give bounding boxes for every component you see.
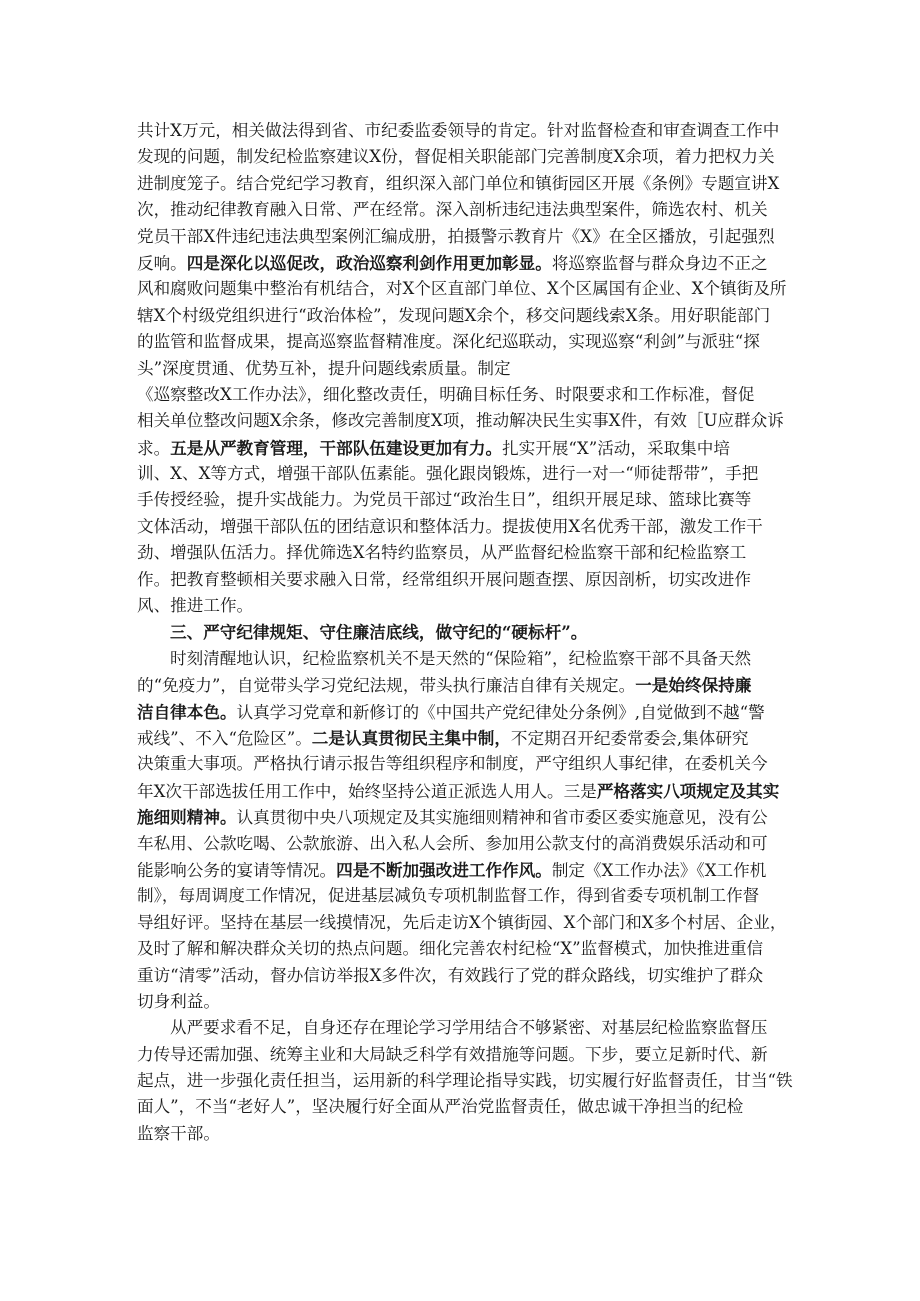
text-segment: 切身利益。 [137, 991, 220, 1011]
text-line [137, 224, 790, 250]
text-line [137, 1121, 790, 1147]
text-segment: 求。 [137, 438, 171, 458]
bold-text-segment: 严格落实八项规定及其实 [596, 780, 780, 801]
text-segment: 制定《X工作办法》《X工作机 [551, 860, 767, 880]
text-segment: 不定期召开纪委常委会,集体研究 [510, 728, 749, 748]
text-line [137, 699, 790, 725]
text-segment: 时刻清醒地认识，纪检监察机关不是天然的“保险箱”，纪检监察干部不具备天然 [170, 648, 752, 668]
text-line [137, 356, 790, 382]
text-line [137, 567, 790, 593]
text-line [137, 540, 790, 566]
text-line [137, 1015, 790, 1041]
text-segment: 制》，每周调度工作情况，促进基层减负专项机制监督工作，得到省委专项机制工作督 [137, 886, 760, 906]
bold-text-segment: 洁自律本色。 [137, 701, 237, 722]
text-line [137, 408, 790, 434]
text-segment: 的监管和监督成果，提高巡察监督精准度。深化纪巡联动，实现巡察“利剑”与派驻“探 [137, 332, 760, 352]
text-segment: 相关单位整改问题X余条，修改完善制度X项，推动解决民生实事X件，有效［U应群众诉 [137, 411, 784, 431]
text-segment: 共计X万元，相关做法得到省、市纪委监委领导的肯定。针对监督检查和审查调查工作中 [137, 121, 780, 140]
text-segment: 起点，进一步强化责任担当，运用新的科学理论指导实践，切实履行好监督责任，甘当“铁 [137, 1071, 793, 1091]
text-line [137, 725, 790, 751]
text-line [137, 883, 790, 909]
text-segment: 扎实开展“X”活动，采取集中培 [502, 438, 730, 458]
text-line [137, 1042, 790, 1068]
text-line [137, 831, 790, 857]
text-segment: 次，推动纪律教育融入日常、严在经常。深入剖析违纪违法典型案件，筛选农村、机关 [137, 200, 768, 220]
text-line [137, 276, 790, 302]
text-segment: 决策重大事项。严格执行请示报告等组织程序和制度，严守组织人事纪律，在委机关今 [137, 754, 768, 774]
text-segment: 手传授经验，提升实战能力。为党员干部过“政治生日”，组织开展足球、篮球比赛等 [137, 490, 752, 510]
text-line [137, 751, 790, 777]
text-segment: 劲、增强队伍活力。择优筛选X名特约监察员，从严监督纪检监察干部和纪检监察工 [137, 543, 747, 563]
bold-text-segment: 二是认真贯彻民主集中制， [311, 727, 511, 748]
text-segment: 车私用、公款吃喝、公款旅游、出入私人会所、参加用公款支付的高消费娱乐活动和可 [137, 833, 768, 853]
text-line [137, 118, 790, 144]
text-line [137, 144, 790, 170]
text-segment: 头”深度贯通、优势互补，提升问题线索质量。制定 [137, 358, 511, 378]
text-line [137, 382, 790, 408]
text-segment: 的“免疫力”，自觉带头学习党纪法规，带头执行廉洁自律有关规定。 [137, 676, 636, 696]
text-line [137, 804, 790, 830]
text-segment: 风和腐败问题集中整治有机结合，对X个区直部门单位、X个区属国有企业、X个镇街及所 [137, 279, 787, 299]
text-line [137, 646, 790, 672]
text-segment: 导组好评。坚持在基层一线摸情况，先后走访X个镇街园、X个部门和X多个村居、企业， [137, 912, 787, 932]
text-segment: 戒线”、不入“危险区”。 [137, 728, 312, 748]
text-segment: 党员干部X件违纪违法典型案例汇编成册，拍摄警示教育片《X》在全区播放，引起强烈 [137, 226, 775, 246]
text-segment: 反响。 [137, 253, 187, 273]
text-segment: 训、X、X等方式，增强干部队伍素能。强化跟岗锻炼，进行一对一“师徒帮带”，手把 [137, 464, 759, 484]
text-segment: 辖X个村级党组织进行“政治体检”，发现问题X余个，移交问题线索X条。用好职能部门 [137, 305, 771, 325]
text-segment: 及时了解和解决群众关切的热点问题。细化完善农村纪检“X”监督模式，加快推进重信 [137, 939, 764, 959]
text-segment: 认真贯彻中央八项规定及其实施细则精神和省市委区委实施意见，没有公 [236, 808, 768, 828]
text-segment: 面人”，不当“老好人”，坚决履行好全面从严治党监督责任，做忠诚干净担当的纪检 [137, 1097, 744, 1117]
text-line [137, 778, 790, 804]
text-segment: 将巡察监督与群众身边不正之 [551, 253, 768, 273]
text-line [137, 989, 790, 1015]
text-line [137, 1094, 790, 1120]
text-line [137, 435, 790, 461]
bold-text-segment: 施细则精神。 [137, 807, 237, 828]
text-line [137, 171, 790, 197]
text-line [137, 303, 790, 329]
text-line [137, 857, 790, 883]
text-line [137, 461, 790, 487]
text-line [137, 329, 790, 355]
text-line [137, 619, 790, 645]
text-line [137, 593, 790, 619]
text-segment: 文体活动，增强干部队伍的团结意识和整体活力。提拔使用X名优秀干部，激发工作干 [137, 516, 763, 536]
bold-text-segment: 四是深化以巡促改，政治巡察利剑作用更加彰显。 [186, 252, 552, 273]
bold-text-segment: 四是不断加强改进工作作风。 [336, 859, 552, 880]
text-segment: 风、推进工作。 [137, 596, 254, 616]
text-segment: 监察干部。 [137, 1123, 220, 1143]
text-segment: 作。把教育整顿相关要求融入日常，经常组织开展问题查摆、原因剖析，切实改进作 [137, 569, 751, 589]
text-segment: 力传导还需加强、统筹主业和大局缺乏科学有效措施等问题。下步，要立足新时代、新 [137, 1044, 768, 1064]
text-segment: 年X次干部选拔任用工作中，始终坚持公道正派选人用人。三是 [137, 781, 597, 801]
bold-text-segment: 五是从严教育管理，干部队伍建设更加有力。 [170, 437, 503, 458]
text-line [137, 936, 790, 962]
text-segment: 发现的问题，制发纪检监察建议X份，督促相关职能部门完善制度X余项，着力把权力关 [137, 147, 775, 167]
text-line [137, 1068, 793, 1094]
text-segment: 重访“清零”活动，督办信访举报X多件次，有效践行了党的群众路线，切实维护了群众 [137, 965, 764, 985]
text-line [137, 250, 790, 276]
document-body [137, 118, 793, 1147]
text-segment: 从严要求看不足，自身还存在理论学习学用结合不够紧密、对基层纪检监察监督压 [170, 1018, 768, 1038]
text-line [137, 514, 790, 540]
text-segment: 认真学习党章和新修订的《中国共产党纪律处分条例》,自觉做到不越“警 [236, 702, 765, 722]
text-line [137, 487, 790, 513]
text-segment: 能影响公务的宴请等情况。 [137, 860, 337, 880]
bold-text-segment: 三、严守纪律规矩、守住廉洁底线，做守纪的“硬标杆”。 [170, 622, 588, 643]
text-line [137, 963, 790, 989]
text-line [137, 197, 790, 223]
text-segment: 进制度笼子。结合党纪学习教育，组织深入部门单位和镇街园区开展《条例》专题宣讲X [137, 173, 780, 193]
text-line [137, 910, 790, 936]
text-line [137, 672, 790, 698]
text-segment: 《巡察整改X工作办法》，细化整改责任，明确目标任务、时限要求和工作标准，督促 [137, 384, 755, 404]
bold-text-segment: 一是始终保持廉 [635, 675, 752, 696]
